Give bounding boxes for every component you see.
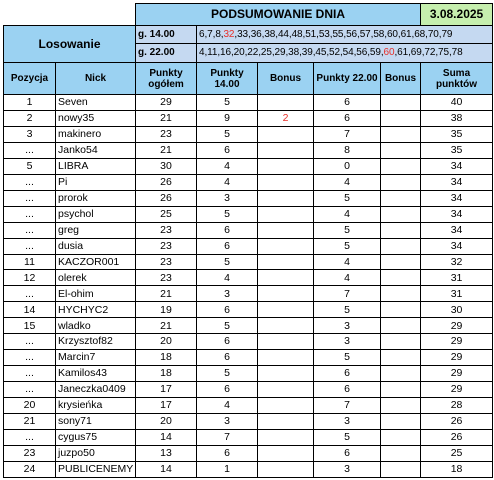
draw-number: 57 [359, 28, 371, 40]
bonus-14-cell [258, 302, 314, 318]
table-row [4, 461, 493, 477]
draw-number: 69 [410, 47, 422, 59]
nick-cell: Marcin7 [56, 350, 136, 366]
bonus-14-cell [258, 222, 314, 238]
nick-cell: PUBLICENEMY [56, 461, 136, 477]
position-cell: ... [4, 382, 56, 398]
points-22-cell: 8 [314, 142, 381, 158]
sum-cell: 34 [421, 238, 493, 254]
table-row [4, 413, 493, 429]
table-row [4, 127, 493, 143]
draw-number: 36 [250, 28, 262, 40]
header-pos: Pozycja [4, 63, 56, 95]
table-row [4, 142, 493, 158]
draw-number: 4 [199, 47, 205, 59]
header-bonus-1: Bonus [258, 63, 314, 95]
draw-numbers-1: 6,7,8,32,33,36,38,44,48,51,53,55,56,57,58,60,61,68,70,79 [197, 25, 493, 44]
nick-cell: sony71 [56, 413, 136, 429]
sum-cell: 34 [421, 206, 493, 222]
position-cell: ... [4, 350, 56, 366]
nick-cell: krysieńka [56, 397, 136, 413]
draw-number: 7 [207, 28, 213, 40]
bonus-22-cell [381, 270, 421, 286]
bonus-14-cell [258, 350, 314, 366]
draw-time-2: g. 22.00 [136, 44, 197, 63]
table-row [4, 190, 493, 206]
table-row [4, 429, 493, 445]
total-points-cell: 25 [136, 206, 197, 222]
total-points-cell: 20 [136, 413, 197, 429]
draw-number: 32 [223, 28, 235, 40]
sum-cell: 34 [421, 174, 493, 190]
draw-number: 29 [274, 47, 286, 59]
nick-cell: KACZOR001 [56, 254, 136, 270]
date-cell: 3.08.2025 [421, 4, 493, 26]
points-14-cell: 4 [197, 158, 258, 174]
draw-number: 48 [291, 28, 303, 40]
bonus-14-cell [258, 127, 314, 143]
bonus-22-cell [381, 413, 421, 429]
bonus-14-cell [258, 445, 314, 461]
position-cell: 21 [4, 413, 56, 429]
sum-cell: 30 [421, 302, 493, 318]
points-22-cell: 4 [314, 270, 381, 286]
sum-cell: 28 [421, 397, 493, 413]
nick-cell: makinero [56, 127, 136, 143]
bonus-14-cell: 2 [258, 111, 314, 127]
bonus-22-cell [381, 397, 421, 413]
nick-cell: greg [56, 222, 136, 238]
bonus-14-cell [258, 190, 314, 206]
total-points-cell: 30 [136, 158, 197, 174]
nick-cell: prorok [56, 190, 136, 206]
draw-number: 72 [424, 47, 436, 59]
table-row [4, 270, 493, 286]
points-14-cell: 6 [197, 238, 258, 254]
bonus-22-cell [381, 127, 421, 143]
points-22-cell: 5 [314, 302, 381, 318]
bonus-14-cell [258, 286, 314, 302]
bonus-14-cell [258, 461, 314, 477]
position-cell: ... [4, 222, 56, 238]
points-14-cell: 6 [197, 222, 258, 238]
header-bonus-2: Bonus [381, 63, 421, 95]
table-row [4, 95, 493, 111]
bonus-22-cell [381, 222, 421, 238]
nick-cell: LIBRA [56, 158, 136, 174]
table-row [4, 397, 493, 413]
sum-cell: 34 [421, 222, 493, 238]
total-points-cell: 23 [136, 270, 197, 286]
draw-number: 58 [373, 28, 385, 40]
total-points-cell: 17 [136, 382, 197, 398]
table-row [4, 254, 493, 270]
points-14-cell: 5 [197, 318, 258, 334]
draw-time-1: g. 14.00 [136, 25, 197, 44]
sum-cell: 34 [421, 190, 493, 206]
position-cell: ... [4, 142, 56, 158]
total-points-cell: 18 [136, 350, 197, 366]
nick-cell: HYCHYC2 [56, 302, 136, 318]
draw-number: 79 [441, 28, 453, 40]
draw-number: 54 [342, 47, 354, 59]
position-cell: 3 [4, 127, 56, 143]
table-row [4, 366, 493, 382]
draw-number: 44 [277, 28, 289, 40]
points-22-cell: 3 [314, 334, 381, 350]
total-points-cell: 23 [136, 127, 197, 143]
nick-cell: Krzysztof82 [56, 334, 136, 350]
blank-cell [4, 4, 136, 26]
header-p14: Punkty 14.00 [197, 63, 258, 95]
nick-cell: Kamilos43 [56, 366, 136, 382]
bonus-22-cell [381, 238, 421, 254]
points-22-cell: 3 [314, 318, 381, 334]
table-row [4, 445, 493, 461]
header-p22: Punkty 22.00 [314, 63, 381, 95]
draw-number: 60 [386, 28, 398, 40]
draw-row-1 [4, 25, 493, 44]
total-points-cell: 23 [136, 238, 197, 254]
draw-number: 25 [260, 47, 272, 59]
draw-number: 11 [207, 47, 218, 59]
draw-number: 60 [383, 47, 395, 59]
nick-cell: El-ohim [56, 286, 136, 302]
draw-number: 61 [397, 47, 409, 59]
sum-cell: 29 [421, 382, 493, 398]
draw-number: 70 [427, 28, 439, 40]
bonus-14-cell [258, 318, 314, 334]
table-row [4, 302, 493, 318]
sum-cell: 32 [421, 254, 493, 270]
position-cell: ... [4, 286, 56, 302]
bonus-14-cell [258, 238, 314, 254]
header-nick: Nick [56, 63, 136, 95]
position-cell: 11 [4, 254, 56, 270]
position-cell: ... [4, 206, 56, 222]
points-22-cell: 6 [314, 382, 381, 398]
position-cell: 20 [4, 397, 56, 413]
points-14-cell: 7 [197, 429, 258, 445]
nick-cell: olerek [56, 270, 136, 286]
points-14-cell: 1 [197, 461, 258, 477]
total-points-cell: 18 [136, 366, 197, 382]
sum-cell: 35 [421, 127, 493, 143]
table-row [4, 382, 493, 398]
sum-cell: 29 [421, 366, 493, 382]
total-points-cell: 14 [136, 461, 197, 477]
sum-cell: 38 [421, 111, 493, 127]
table-row [4, 286, 493, 302]
position-cell: ... [4, 429, 56, 445]
draw-number: 6 [199, 28, 205, 40]
position-cell: 12 [4, 270, 56, 286]
bonus-14-cell [258, 142, 314, 158]
draw-number: 56 [346, 28, 358, 40]
draw-number: 55 [332, 28, 344, 40]
bonus-22-cell [381, 382, 421, 398]
bonus-14-cell [258, 95, 314, 111]
points-22-cell: 4 [314, 174, 381, 190]
points-14-cell: 4 [197, 397, 258, 413]
position-cell: ... [4, 366, 56, 382]
table-row [4, 174, 493, 190]
sheet-body [4, 4, 493, 478]
points-22-cell: 5 [314, 190, 381, 206]
points-14-cell: 6 [197, 382, 258, 398]
draw-number: 20 [233, 47, 245, 59]
nick-cell: wladko [56, 318, 136, 334]
bonus-22-cell [381, 334, 421, 350]
bonus-22-cell [381, 158, 421, 174]
points-14-cell: 5 [197, 366, 258, 382]
draw-number: 59 [369, 47, 381, 59]
sum-cell: 29 [421, 334, 493, 350]
header-row [4, 63, 493, 95]
table-row [4, 111, 493, 127]
points-22-cell: 7 [314, 286, 381, 302]
bonus-14-cell [258, 270, 314, 286]
points-22-cell: 3 [314, 413, 381, 429]
bonus-22-cell [381, 286, 421, 302]
bonus-14-cell [258, 413, 314, 429]
points-14-cell: 6 [197, 302, 258, 318]
total-points-cell: 19 [136, 302, 197, 318]
points-22-cell: 4 [314, 254, 381, 270]
bonus-14-cell [258, 158, 314, 174]
nick-cell: Janeczka0409 [56, 382, 136, 398]
summary-sheet [3, 3, 493, 478]
points-22-cell: 7 [314, 397, 381, 413]
draw-number: 39 [301, 47, 313, 59]
table-row [4, 158, 493, 174]
bonus-14-cell [258, 206, 314, 222]
sum-cell: 34 [421, 158, 493, 174]
draw-number: 8 [215, 28, 221, 40]
draw-number: 53 [318, 28, 330, 40]
total-points-cell: 21 [136, 318, 197, 334]
draw-number: 16 [220, 47, 231, 59]
draw-number: 75 [438, 47, 449, 59]
bonus-22-cell [381, 254, 421, 270]
points-14-cell: 5 [197, 206, 258, 222]
sum-cell: 31 [421, 270, 493, 286]
table-row [4, 222, 493, 238]
bonus-22-cell [381, 142, 421, 158]
sum-cell: 31 [421, 286, 493, 302]
bonus-14-cell [258, 254, 314, 270]
table-row [4, 206, 493, 222]
sum-cell: 25 [421, 445, 493, 461]
position-cell: 1 [4, 95, 56, 111]
draw-number: 51 [305, 28, 317, 40]
points-22-cell: 6 [314, 366, 381, 382]
bonus-22-cell [381, 461, 421, 477]
table-row [4, 238, 493, 254]
nick-cell: psychol [56, 206, 136, 222]
page-title: PODSUMOWANIE DNIA [136, 4, 421, 26]
total-points-cell: 26 [136, 174, 197, 190]
bonus-22-cell [381, 190, 421, 206]
draw-label: Losowanie [4, 25, 136, 62]
total-points-cell: 29 [136, 95, 197, 111]
position-cell: 23 [4, 445, 56, 461]
total-points-cell: 23 [136, 222, 197, 238]
points-14-cell: 3 [197, 190, 258, 206]
table-row [4, 334, 493, 350]
total-points-cell: 21 [136, 111, 197, 127]
draw-number: 68 [414, 28, 426, 40]
header-sum: Suma punktów [421, 63, 493, 95]
bonus-22-cell [381, 318, 421, 334]
position-cell: 14 [4, 302, 56, 318]
bonus-14-cell [258, 382, 314, 398]
nick-cell: dusia [56, 238, 136, 254]
sum-cell: 40 [421, 95, 493, 111]
bonus-22-cell [381, 174, 421, 190]
points-14-cell: 5 [197, 127, 258, 143]
draw-number: 78 [451, 47, 463, 59]
points-14-cell: 9 [197, 111, 258, 127]
draw-number: 56 [356, 47, 368, 59]
header-total: Punkty ogółem [136, 63, 197, 95]
position-cell: ... [4, 190, 56, 206]
total-points-cell: 13 [136, 445, 197, 461]
bonus-22-cell [381, 445, 421, 461]
points-22-cell: 6 [314, 445, 381, 461]
sum-cell: 35 [421, 142, 493, 158]
total-points-cell: 21 [136, 286, 197, 302]
points-14-cell: 4 [197, 174, 258, 190]
bonus-14-cell [258, 174, 314, 190]
bonus-14-cell [258, 429, 314, 445]
bonus-22-cell [381, 350, 421, 366]
bonus-14-cell [258, 334, 314, 350]
nick-cell: Janko54 [56, 142, 136, 158]
sum-cell: 18 [421, 461, 493, 477]
points-22-cell: 5 [314, 222, 381, 238]
points-14-cell: 6 [197, 445, 258, 461]
table-row [4, 350, 493, 366]
bonus-22-cell [381, 206, 421, 222]
position-cell: ... [4, 334, 56, 350]
draw-number: 52 [329, 47, 340, 59]
bonus-22-cell [381, 366, 421, 382]
position-cell: 24 [4, 461, 56, 477]
position-cell: ... [4, 238, 56, 254]
bonus-22-cell [381, 302, 421, 318]
points-14-cell: 6 [197, 350, 258, 366]
bonus-14-cell [258, 397, 314, 413]
points-14-cell: 3 [197, 413, 258, 429]
bonus-22-cell [381, 429, 421, 445]
position-cell: 15 [4, 318, 56, 334]
bonus-22-cell [381, 95, 421, 111]
draw-number: 38 [288, 47, 300, 59]
points-22-cell: 5 [314, 238, 381, 254]
points-22-cell: 4 [314, 206, 381, 222]
points-22-cell: 0 [314, 158, 381, 174]
sum-cell: 29 [421, 350, 493, 366]
nick-cell: juzpo50 [56, 445, 136, 461]
total-points-cell: 26 [136, 190, 197, 206]
sum-cell: 26 [421, 413, 493, 429]
position-cell: 2 [4, 111, 56, 127]
title-row [4, 4, 493, 26]
points-14-cell: 4 [197, 270, 258, 286]
nick-cell: Pi [56, 174, 136, 190]
draw-number: 22 [247, 47, 259, 59]
draw-number: 45 [315, 47, 327, 59]
sum-cell: 29 [421, 318, 493, 334]
position-cell: 5 [4, 158, 56, 174]
total-points-cell: 21 [136, 142, 197, 158]
table-row [4, 318, 493, 334]
points-14-cell: 5 [197, 254, 258, 270]
draw-numbers-2: 4,11,16,20,22,25,29,38,39,45,52,54,56,59,60,61,69,72,75,78 [197, 44, 493, 63]
points-22-cell: 6 [314, 95, 381, 111]
nick-cell: cygus75 [56, 429, 136, 445]
points-22-cell: 5 [314, 429, 381, 445]
points-14-cell: 6 [197, 142, 258, 158]
points-22-cell: 7 [314, 127, 381, 143]
nick-cell: nowy35 [56, 111, 136, 127]
sum-cell: 26 [421, 429, 493, 445]
draw-number: 61 [400, 28, 412, 40]
total-points-cell: 23 [136, 254, 197, 270]
points-14-cell: 5 [197, 95, 258, 111]
bonus-22-cell [381, 111, 421, 127]
draw-number: 33 [237, 28, 249, 40]
points-22-cell: 5 [314, 350, 381, 366]
total-points-cell: 14 [136, 429, 197, 445]
points-14-cell: 3 [197, 286, 258, 302]
total-points-cell: 20 [136, 334, 197, 350]
position-cell: ... [4, 174, 56, 190]
nick-cell: Seven [56, 95, 136, 111]
points-22-cell: 6 [314, 111, 381, 127]
bonus-14-cell [258, 366, 314, 382]
points-14-cell: 6 [197, 334, 258, 350]
points-22-cell: 3 [314, 461, 381, 477]
total-points-cell: 17 [136, 397, 197, 413]
draw-number: 38 [264, 28, 276, 40]
